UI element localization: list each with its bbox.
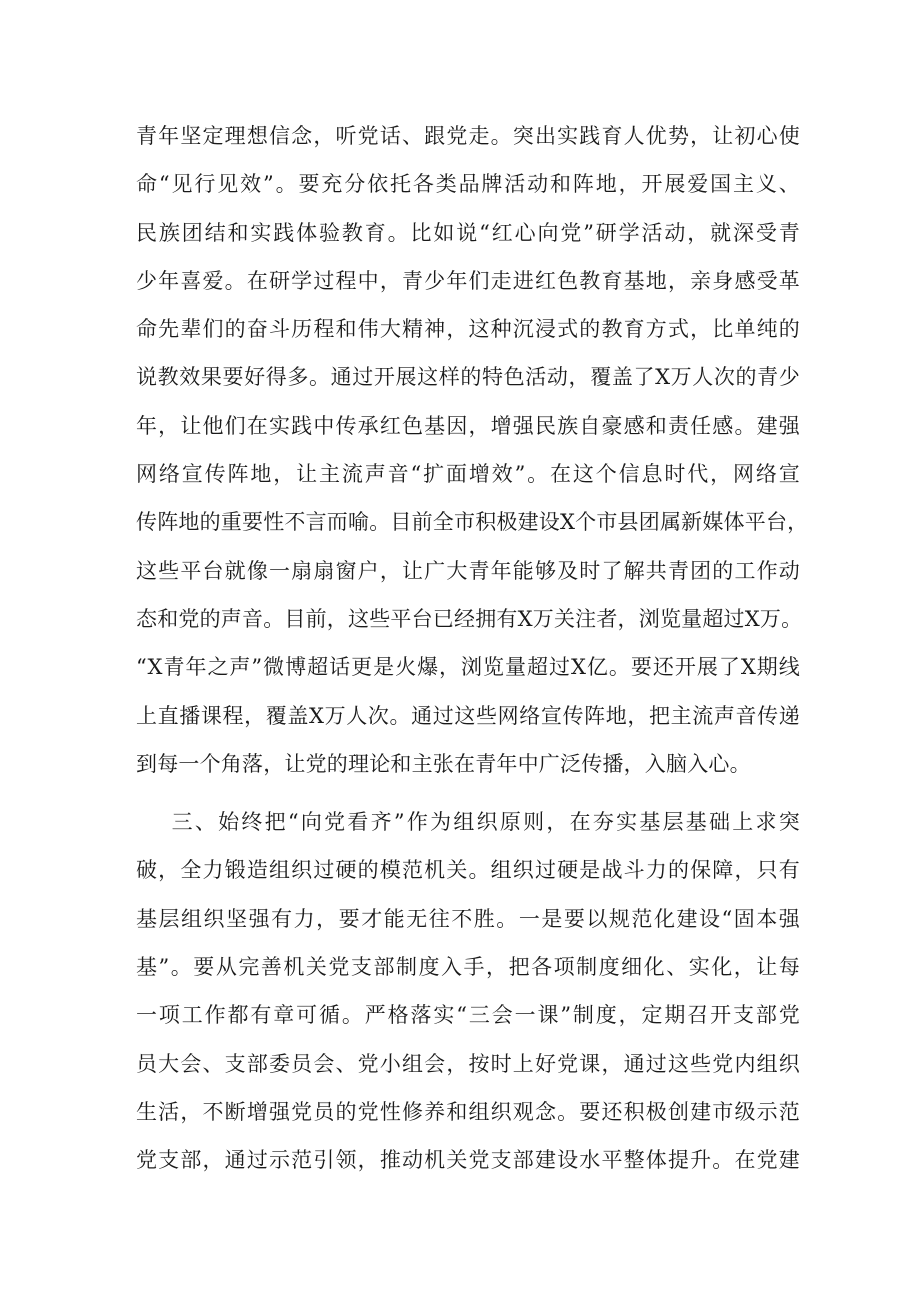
text-line: 基层组织坚强有力，要才能无往不胜。一是要以规范化建设“固本强 [136, 906, 800, 931]
text-line: 说教效果要好得多。通过开展这样的特色活动，覆盖了X万人次的青少 [136, 365, 800, 390]
paragraph-2 [136, 798, 800, 1184]
text-line: 年，让他们在实践中传承红色基因，增强民族自豪感和责任感。建强 [136, 413, 800, 438]
text-line: 这些平台就像一扇扇窗户，让广大青年能够及时了解共青团的工作动 [136, 558, 800, 583]
text-line: 员大会、支部委员会、党小组会，按时上好党课，通过这些党内组织 [136, 1051, 800, 1076]
text-line: 基”。要从完善机关党支部制度入手，把各项制度细化、实化，让每 [136, 955, 800, 980]
paragraph-1 [136, 112, 809, 788]
text-line: 青年坚定理想信念，听党话、跟党走。突出实践育人优势，让初心使 [136, 124, 800, 148]
text-line: 传阵地的重要性不言而喻。目前全市积极建设X个市县团属新媒体平台， [136, 510, 809, 535]
paragraph-gap [136, 788, 800, 798]
text-line: “X青年之声”微博超话更是火爆，浏览量超过X亿。要还开展了X期线 [136, 655, 800, 680]
text-line: 三、始终把“向党看齐”作为组织原则，在夯实基层基础上求突 [136, 810, 800, 835]
text-line: 生活，不断增强党员的党性修养和组织观念。要还积极创建市级示范 [136, 1099, 800, 1124]
document-body [136, 112, 809, 1185]
text-line: 命“见行见效”。要充分依托各类品牌活动和阵地，开展爱国主义、 [136, 172, 800, 197]
text-line: 命先辈们的奋斗历程和伟大精神，这种沉浸式的教育方式，比单纯的 [136, 317, 800, 342]
text-line: 破，全力锻造组织过硬的模范机关。组织过硬是战斗力的保障，只有 [136, 858, 800, 883]
text-line: 上直播课程，覆盖X万人次。通过这些网络宣传阵地，把主流声音传递 [136, 703, 800, 728]
text-line: 民族团结和实践体验教育。比如说“红心向党”研学活动，就深受青 [136, 220, 800, 245]
text-line: 党支部，通过示范引领，推动机关党支部建设水平整体提升。在党建 [136, 1148, 800, 1173]
text-line: 网络宣传阵地，让主流声音“扩面增效”。在这个信息时代，网络宣 [136, 462, 800, 487]
text-line: 一项工作都有章可循。严格落实“三会一课”制度，定期召开支部党 [136, 1003, 800, 1028]
text-line: 少年喜爱。在研学过程中，青少年们走进红色教育基地，亲身感受革 [136, 268, 800, 293]
text-line: 到每一个角落，让党的理论和主张在青年中广泛传播，入脑入心。 [136, 751, 751, 776]
text-line: 态和党的声音。目前，这些平台已经拥有X万关注者，浏览量超过X万。 [136, 606, 803, 631]
